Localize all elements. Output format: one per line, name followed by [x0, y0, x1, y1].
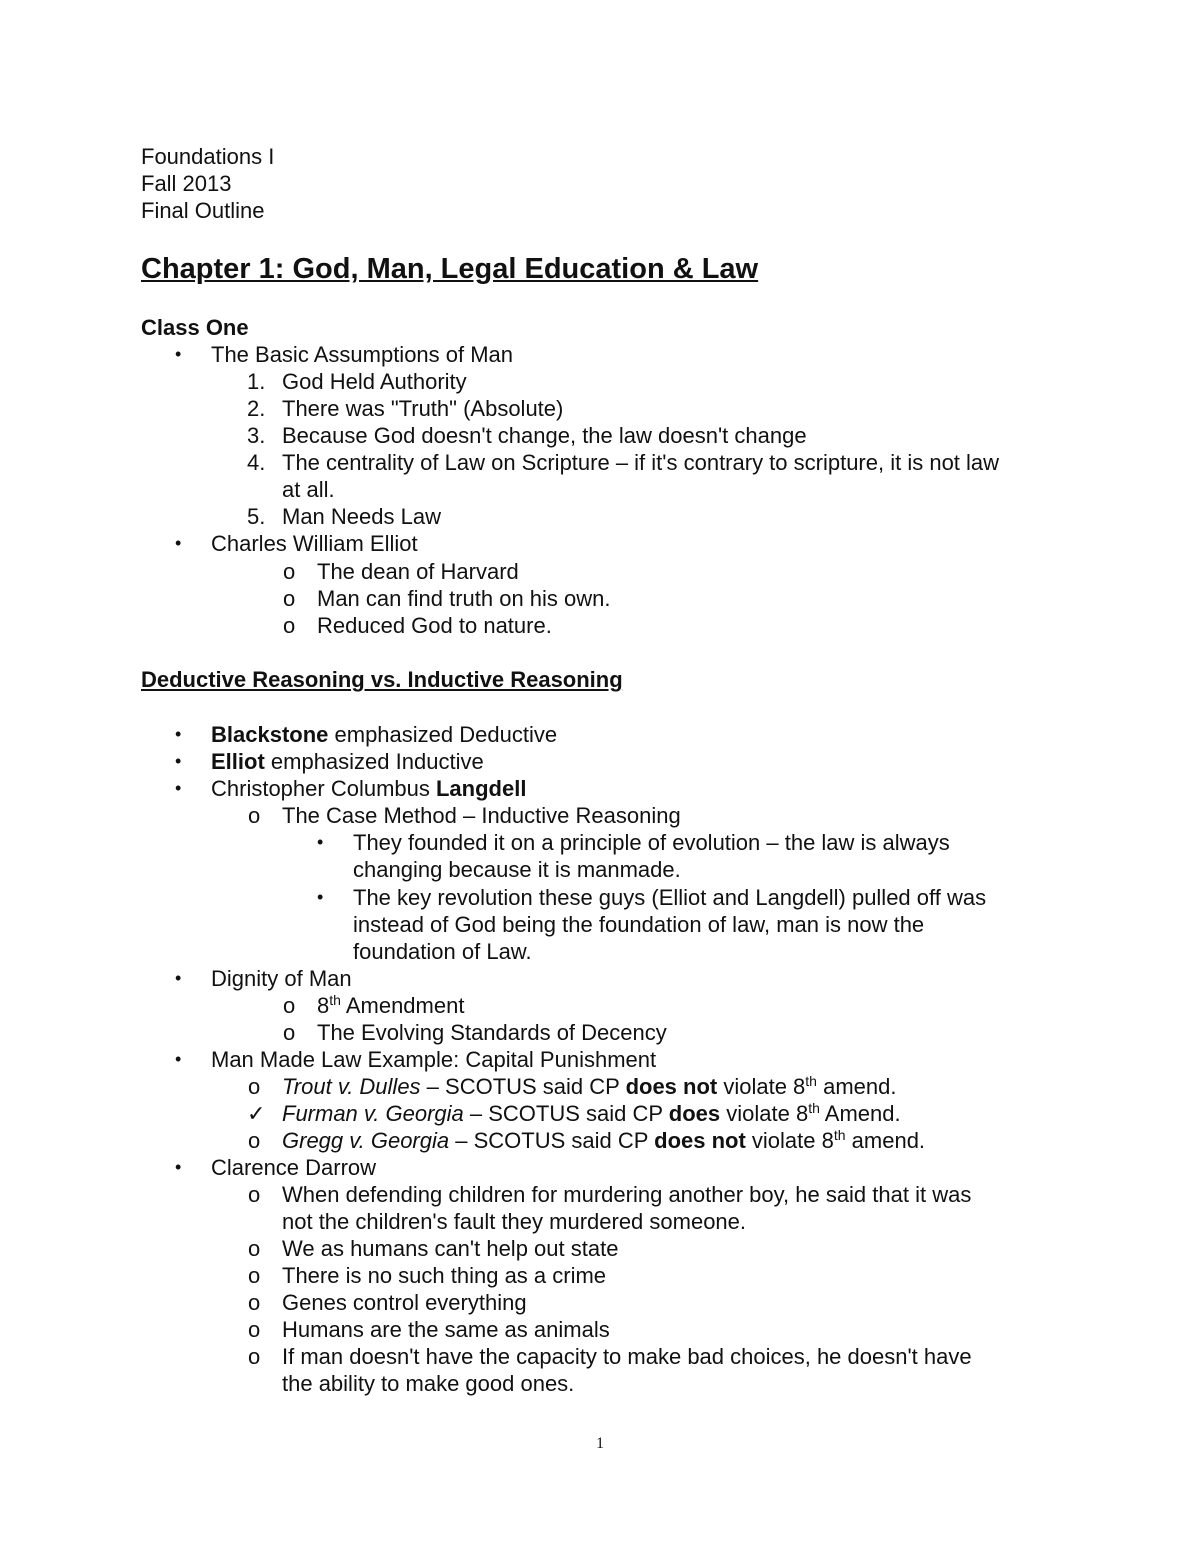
- list-item: Clarence Darrow: [211, 1155, 377, 1180]
- case-name: Furman v. Georgia: [282, 1101, 464, 1126]
- circle-bullet-icon: o: [248, 1236, 261, 1261]
- list-item-text: Christopher Columbus: [211, 776, 436, 801]
- list-item: There was "Truth" (Absolute): [282, 396, 564, 421]
- list-item: Humans are the same as animals: [282, 1317, 610, 1342]
- list-item: When defending children for murdering another boy, he said that it was: [282, 1182, 972, 1207]
- circle-bullet-icon: o: [248, 803, 261, 828]
- bullet-icon: •: [317, 887, 324, 907]
- list-item: The dean of Harvard: [317, 559, 519, 584]
- list-item: Reduced God to nature.: [317, 613, 552, 638]
- list-item-text: – SCOTUS said CP: [463, 1101, 669, 1126]
- list-item: Man Needs Law: [282, 504, 441, 529]
- bullet-icon: •: [175, 778, 182, 798]
- list-item: [282, 1127, 925, 1154]
- list-item-text: Amend.: [819, 1101, 901, 1126]
- bullet-icon: •: [175, 724, 182, 744]
- list-item-text: emphasized Deductive: [328, 722, 558, 747]
- circle-bullet-icon: o: [283, 586, 296, 611]
- list-item-continued: instead of God being the foundation of law, man is now the: [353, 912, 925, 937]
- list-item: [211, 721, 557, 748]
- list-item: Because God doesn't change, the law doesn't change: [282, 423, 807, 448]
- list-item-text: violate 8: [717, 1074, 806, 1099]
- list-number: 3.: [247, 423, 266, 448]
- bold-term: does: [668, 1101, 721, 1126]
- section-heading-class-one: Class One: [141, 315, 249, 340]
- page-number: 1: [596, 1435, 604, 1452]
- list-number: 1.: [247, 369, 266, 394]
- list-item: The Basic Assumptions of Man: [211, 342, 514, 367]
- list-item-text: – SCOTUS said CP: [420, 1074, 626, 1099]
- course-title: Foundations I: [141, 144, 275, 169]
- list-item: If man doesn't have the capacity to make bad choices, he doesn't have: [282, 1344, 972, 1369]
- list-item: [317, 992, 464, 1019]
- list-item-text: – SCOTUS said CP: [449, 1128, 655, 1153]
- bullet-icon: •: [175, 1049, 182, 1069]
- list-item-text: Amendment: [340, 993, 465, 1018]
- bullet-icon: •: [317, 832, 324, 852]
- bullet-icon: •: [175, 1157, 182, 1177]
- list-item-text: violate 8: [745, 1128, 834, 1153]
- circle-bullet-icon: o: [248, 1263, 261, 1288]
- list-item: The Evolving Standards of Decency: [317, 1020, 667, 1045]
- list-number: 4.: [247, 450, 266, 475]
- circle-bullet-icon: o: [248, 1290, 261, 1315]
- list-item: Genes control everything: [282, 1290, 527, 1315]
- chapter-heading: Chapter 1: God, Man, Legal Education & Law: [141, 253, 759, 285]
- circle-bullet-icon: o: [248, 1182, 261, 1207]
- list-item-text: emphasized Inductive: [264, 749, 484, 774]
- bold-term: does not: [625, 1074, 718, 1099]
- bold-term: Elliot: [211, 749, 265, 774]
- list-item: God Held Authority: [282, 369, 467, 394]
- list-item: Dignity of Man: [211, 966, 352, 991]
- list-item-continued: not the children's fault they murdered someone.: [282, 1209, 747, 1234]
- checkmark-icon: ✓: [247, 1101, 266, 1126]
- term: Fall 2013: [141, 171, 232, 196]
- list-item: Man can find truth on his own.: [317, 586, 611, 611]
- list-item: Man Made Law Example: Capital Punishment: [211, 1047, 657, 1072]
- list-item-continued: changing because it is manmade.: [353, 857, 681, 882]
- superscript: th: [808, 1100, 820, 1116]
- list-item: [211, 775, 526, 802]
- bullet-icon: •: [175, 344, 182, 364]
- bold-term: Langdell: [435, 776, 527, 801]
- list-item: They founded it on a principle of evolution – the law is always: [353, 830, 950, 855]
- list-number: 2.: [247, 396, 266, 421]
- circle-bullet-icon: o: [248, 1317, 261, 1342]
- list-number: 5.: [247, 504, 266, 529]
- list-item: We as humans can't help out state: [282, 1236, 619, 1261]
- superscript: th: [833, 1127, 846, 1143]
- bold-term: Blackstone: [211, 722, 329, 747]
- list-item: There is no such thing as a crime: [282, 1263, 607, 1288]
- circle-bullet-icon: o: [248, 1344, 261, 1369]
- superscript: th: [329, 992, 341, 1008]
- list-item-continued: foundation of Law.: [353, 939, 532, 964]
- circle-bullet-icon: o: [283, 1020, 296, 1045]
- list-item-continued: at all.: [282, 477, 335, 502]
- list-item-text: amend.: [816, 1074, 897, 1099]
- list-item: [282, 1100, 901, 1127]
- circle-bullet-icon: o: [248, 1128, 261, 1153]
- circle-bullet-icon: o: [283, 559, 296, 584]
- bullet-icon: •: [175, 751, 182, 771]
- circle-bullet-icon: o: [283, 993, 296, 1018]
- case-name: Trout v. Dulles: [282, 1074, 421, 1099]
- list-item-text: 8: [317, 993, 330, 1018]
- list-item: The key revolution these guys (Elliot and Langdell) pulled off was: [353, 885, 987, 910]
- list-item: Charles William Elliot: [211, 531, 418, 556]
- bullet-icon: •: [175, 533, 182, 553]
- list-item-continued: the ability to make good ones.: [282, 1371, 575, 1396]
- document-title: Final Outline: [141, 198, 265, 223]
- list-item: The centrality of Law on Scripture – if it's contrary to scripture, it is not law: [282, 450, 1000, 475]
- bullet-icon: •: [175, 968, 182, 988]
- list-item: [211, 748, 484, 775]
- list-item: [282, 1073, 896, 1100]
- circle-bullet-icon: o: [283, 613, 296, 638]
- superscript: th: [805, 1073, 817, 1089]
- list-item: The Case Method – Inductive Reasoning: [282, 803, 681, 828]
- bold-term: does not: [654, 1128, 746, 1153]
- circle-bullet-icon: o: [248, 1074, 261, 1099]
- case-name: Gregg v. Georgia: [282, 1128, 450, 1153]
- section-heading-reasoning: Deductive Reasoning vs. Inductive Reasoning: [141, 667, 623, 692]
- list-item-text: amend.: [845, 1128, 926, 1153]
- list-item-text: violate 8: [720, 1101, 809, 1126]
